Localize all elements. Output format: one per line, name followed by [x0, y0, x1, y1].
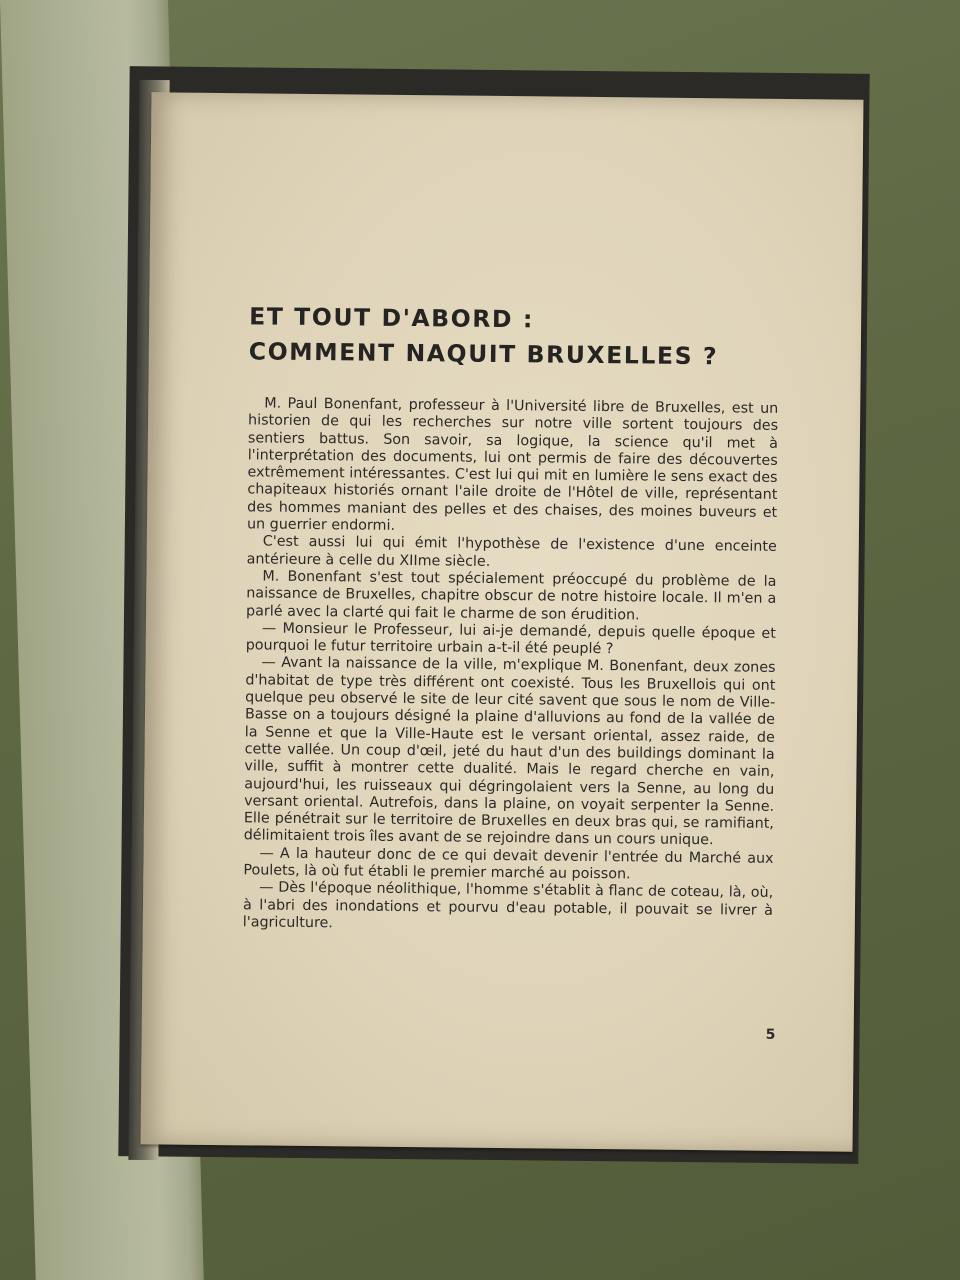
paragraph: M. Bonenfant s'est tout spécialement préoccupé du problème de la naissance de Bruxelles, chapitre obscur de notre histoire locale. Il m'en a parlé avec la clarté qui fait le charme de son érudition. — [246, 568, 777, 624]
page-content — [243, 299, 780, 937]
paragraph: M. Paul Bonenfant, professeur à l'Université libre de Bruxelles, est un historien de qui les recherches sur notre ville sortent toujours des sentiers battus. Son savoir, sa logique, la science qu'il met à l'interprétation des documents, lui ont permis de faire des découvertes extrêmement intéressantes. C'est lui qui mit en lumière le sens exact des chapiteaux historiés ornant l'aile droite de l'Hôtel de ville, représentant des hommes maniant des pelles et des chaises, des moines buveurs et un guerrier endormi. — [246, 395, 779, 534]
paragraph: — Avant la naissance de la ville, m'explique M. Bonenfant, deux zones d'habitat de type très différent ont coexisté. Tous les Bruxellois qui ont quelque peu observé le site de leur cité savent que sous le nom de Ville-Basse on a toujours désigné la plaine d'alluvions au fond de la vallée de la Senne et que la Ville-Haute est le versant oriental, assez raide, de cette vallée. Un coup d'œil, jeté du haut d'un des buildings dominant la ville, suffit à montrer cette dualité. Mais le regard cherche en vain, aujourd'hui, les ruisseaux qui dégringolaient vers la Senne, au long du versant oriental. Autrefois, dans la plaine, on voyait serpenter la Senne. Elle pénétrait sur le territoire de Bruxelles en deux bras qui, se ramifiant, délimitaient trois îles avant de se rejoindre dans un cours unique. — [243, 654, 776, 849]
page-number: 5 — [765, 1026, 776, 1043]
paragraph: — Monsieur le Professeur, lui ai-je demandé, depuis quelle époque et pourquoi le futur territoire urbain a-t-il été peuplé ? — [245, 620, 776, 658]
chapter-title-line-2: COMMENT NAQUIT BRUXELLES ? — [248, 337, 719, 371]
paragraph: — Dès l'époque néolithique, l'homme s'établit à flanc de coteau, là, où, à l'abri des inondations et pourvu d'eau potable, il pouvait se livrer à l'agriculture. — [242, 879, 774, 932]
body-text — [243, 395, 779, 937]
book-page — [141, 92, 864, 1151]
paragraph: — A la hauteur donc de ce qui devait devenir l'entrée du Marché aux Poulets, là où fut établi le premier marché au poisson. — [243, 845, 774, 883]
chapter-title — [249, 299, 780, 375]
paragraph: C'est aussi lui qui émit l'hypothèse de l'existence d'une enceinte antérieure à celle du XIIme siècle. — [246, 533, 777, 570]
chapter-title-line-1: ET TOUT D'ABORD : — [249, 302, 535, 334]
